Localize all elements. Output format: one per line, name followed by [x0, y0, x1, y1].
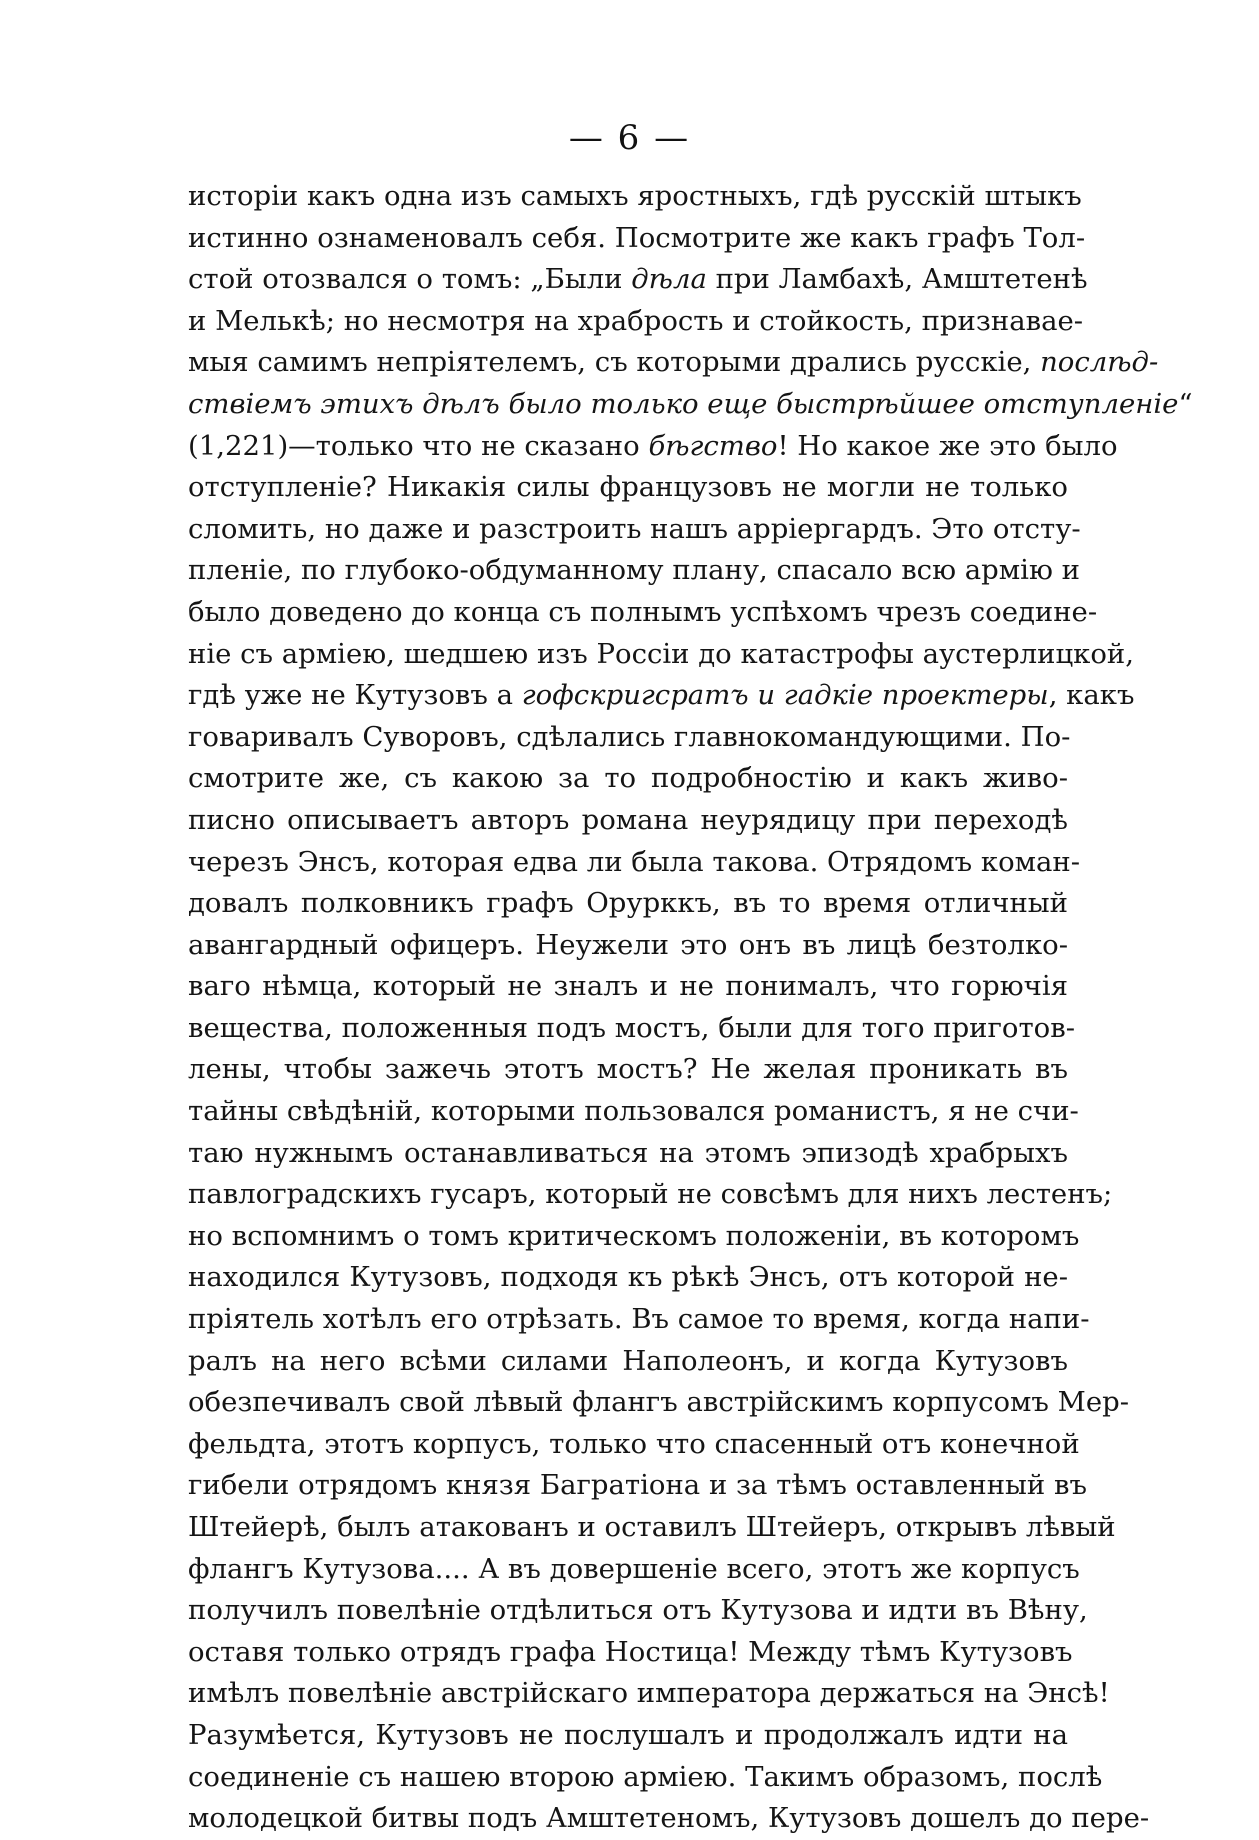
- text-segment: получилъ повелѣніе отдѣлиться отъ Кутузова и идти въ Вѣну,: [188, 1594, 1088, 1627]
- text-line: [188, 509, 1081, 551]
- italic-text-segment: бѣгство: [648, 429, 778, 462]
- text-segment: говаривалъ Суворовъ, сдѣлались главнокомандующими. По-: [188, 720, 1071, 753]
- text-line: [188, 675, 1135, 717]
- text-line: [188, 1008, 1076, 1050]
- text-line: [188, 1299, 1090, 1341]
- text-line: [188, 1091, 1079, 1133]
- text-line: [188, 925, 1068, 967]
- text-segment: довалъ полковникъ графъ Орурккъ, въ то время отличный: [188, 887, 1068, 920]
- text-segment: павлоградскихъ гусаръ, который не совсѣмъ для нихъ лестенъ;: [188, 1178, 1113, 1211]
- text-segment: Разумѣется, Кутузовъ не послушалъ и продолжалъ идти на: [188, 1718, 1068, 1751]
- text-segment: , какъ: [1048, 679, 1135, 712]
- text-segment: черезъ Энсъ, которая едва ли была такова. Отрядомъ коман-: [188, 845, 1081, 878]
- text-segment: при Ламбахѣ, Амштетенѣ: [706, 263, 1088, 296]
- text-line: [188, 1673, 1110, 1715]
- text-line: [188, 758, 1068, 800]
- text-line: [188, 1216, 1080, 1258]
- text-line: [188, 1757, 1103, 1799]
- text-line: [188, 176, 1082, 218]
- text-line: [188, 1049, 1068, 1091]
- text-segment: истинно ознаменовалъ себя. Посмотрите же какъ графъ Тол-: [188, 221, 1086, 254]
- text-segment: и Мелькѣ; но несмотря на храбрость и стойкость, признавае-: [188, 304, 1084, 337]
- text-segment: исторіи какъ одна изъ самыхъ яростныхъ, гдѣ русскій штыкъ: [188, 180, 1082, 212]
- text-segment: ваго нѣмца, который не зналъ и не понималъ, что горючія: [188, 970, 1068, 1003]
- text-segment: таю нужнымъ останавливаться на этомъ эпизодѣ храбрыхъ: [188, 1136, 1068, 1169]
- text-segment: писно описываетъ авторъ романа неурядицу при переходѣ: [188, 803, 1068, 836]
- text-line: [188, 1549, 1080, 1591]
- text-segment: тайны свѣдѣній, которыми пользовался романистъ, я не счи-: [188, 1095, 1079, 1128]
- text-segment: фельдта, этотъ корпусъ, только что спасенный отъ конечной: [188, 1427, 1080, 1460]
- text-line: [188, 1133, 1068, 1175]
- text-segment: отступленіе? Никакія силы французовъ не могли не только: [188, 471, 1068, 504]
- text-segment: флангъ Кутузова.... А въ довершеніе всего, этотъ же корпусъ: [188, 1552, 1080, 1585]
- text-segment: гибели отрядомъ князя Багратіона и за тѣмъ оставленный въ: [188, 1469, 1087, 1502]
- text-line: [188, 1257, 1068, 1299]
- text-segment: пленіе, по глубоко-обдуманному плану, спасало всю армію и: [188, 554, 1080, 587]
- text-line: [188, 1341, 1068, 1383]
- text-segment: сломить, но даже и разстроить нашъ арріергардъ. Это отсту-: [188, 512, 1081, 545]
- italic-text-segment: послѣд-: [1040, 346, 1159, 379]
- text-segment: ралъ на него всѣми силами Наполеонъ, и когда Кутузовъ: [188, 1344, 1068, 1377]
- text-line: [188, 842, 1081, 884]
- text-line: [188, 426, 1118, 468]
- text-segment: ніе съ арміею, шедшею изъ Россіи до катастрофы аустерлицкой,: [188, 637, 1134, 670]
- italic-text-segment: дѣла: [631, 263, 707, 296]
- text-line: [188, 966, 1068, 1008]
- text-line: [188, 1382, 1129, 1424]
- text-line: [188, 883, 1068, 925]
- text-line: [188, 1507, 1116, 1549]
- text-segment: “: [1178, 387, 1193, 420]
- text-segment: пріятель хотѣлъ его отрѣзать. Въ самое то время, когда напи-: [188, 1303, 1090, 1336]
- text-segment: смотрите же, съ какою за то подробностію и какъ живо-: [188, 762, 1068, 795]
- text-segment: вещества, положенныя подъ мостъ, были для того приготов-: [188, 1011, 1076, 1044]
- italic-text-segment: ствіемъ этихъ дѣлъ было только еще быстрѣйшее отступленіе: [188, 387, 1179, 420]
- text-line: [188, 1590, 1088, 1632]
- text-segment: мыя самимъ непріятелемъ, съ которыми дрались русскіе,: [188, 346, 1041, 379]
- text-segment: имѣлъ повелѣніе австрійскаго императора держаться на Энсѣ!: [188, 1677, 1110, 1710]
- text-segment: молодецкой битвы подъ Амштетеномъ, Кутузовъ дошелъ до пере-: [188, 1802, 1150, 1835]
- text-segment: ! Но какое же это было: [777, 429, 1118, 462]
- text-line: [188, 342, 1159, 384]
- text-segment: (1,221)—только что не сказано: [188, 429, 649, 462]
- text-segment: лены, чтобы зажечь этотъ мостъ? Не желая проникать въ: [188, 1053, 1068, 1086]
- text-segment: обезпечивалъ свой лѣвый флангъ австрійскимъ корпусомъ Мер-: [188, 1386, 1129, 1419]
- text-line: [188, 800, 1068, 842]
- text-line: [188, 218, 1086, 260]
- text-line: [188, 467, 1068, 509]
- text-line: [188, 1174, 1113, 1216]
- text-segment: авангардный офицеръ. Неужели это онъ въ лицѣ безтолко-: [188, 928, 1068, 961]
- page-number: — 6 —: [568, 118, 691, 158]
- text-segment: было доведено до конца съ полнымъ успѣхомъ чрезъ соедине-: [188, 595, 1098, 628]
- text-segment: находился Кутузовъ, подходя къ рѣкѣ Энсъ, отъ которой не-: [188, 1261, 1068, 1294]
- text-line: [188, 1798, 1150, 1840]
- text-line: [188, 301, 1084, 343]
- text-segment: соединеніе съ нашею второю арміею. Такимъ образомъ, послѣ: [188, 1760, 1103, 1793]
- body-text: [188, 176, 1193, 1840]
- text-line: [188, 634, 1134, 676]
- text-segment: стой отозвался о томъ: „Были: [188, 263, 632, 296]
- text-line: [188, 1715, 1068, 1757]
- text-line: [188, 550, 1080, 592]
- text-line: [188, 1465, 1087, 1507]
- text-segment: гдѣ уже не Кутузовъ а: [188, 679, 522, 712]
- text-line: [188, 384, 1193, 426]
- text-line: [188, 1424, 1080, 1466]
- italic-text-segment: гофскригсратъ и гадкіе проектеры: [521, 679, 1049, 712]
- text-line: [188, 717, 1071, 759]
- text-segment: но вспомнимъ о томъ критическомъ положеніи, въ которомъ: [188, 1219, 1080, 1252]
- text-line: [188, 592, 1098, 634]
- text-segment: Штейерѣ, былъ атакованъ и оставилъ Штейеръ, открывъ лѣвый: [188, 1511, 1116, 1543]
- text-line: [188, 259, 1088, 301]
- text-line: [188, 1632, 1073, 1674]
- text-segment: оставя только отрядъ графа Ностица! Между тѣмъ Кутузовъ: [188, 1635, 1073, 1668]
